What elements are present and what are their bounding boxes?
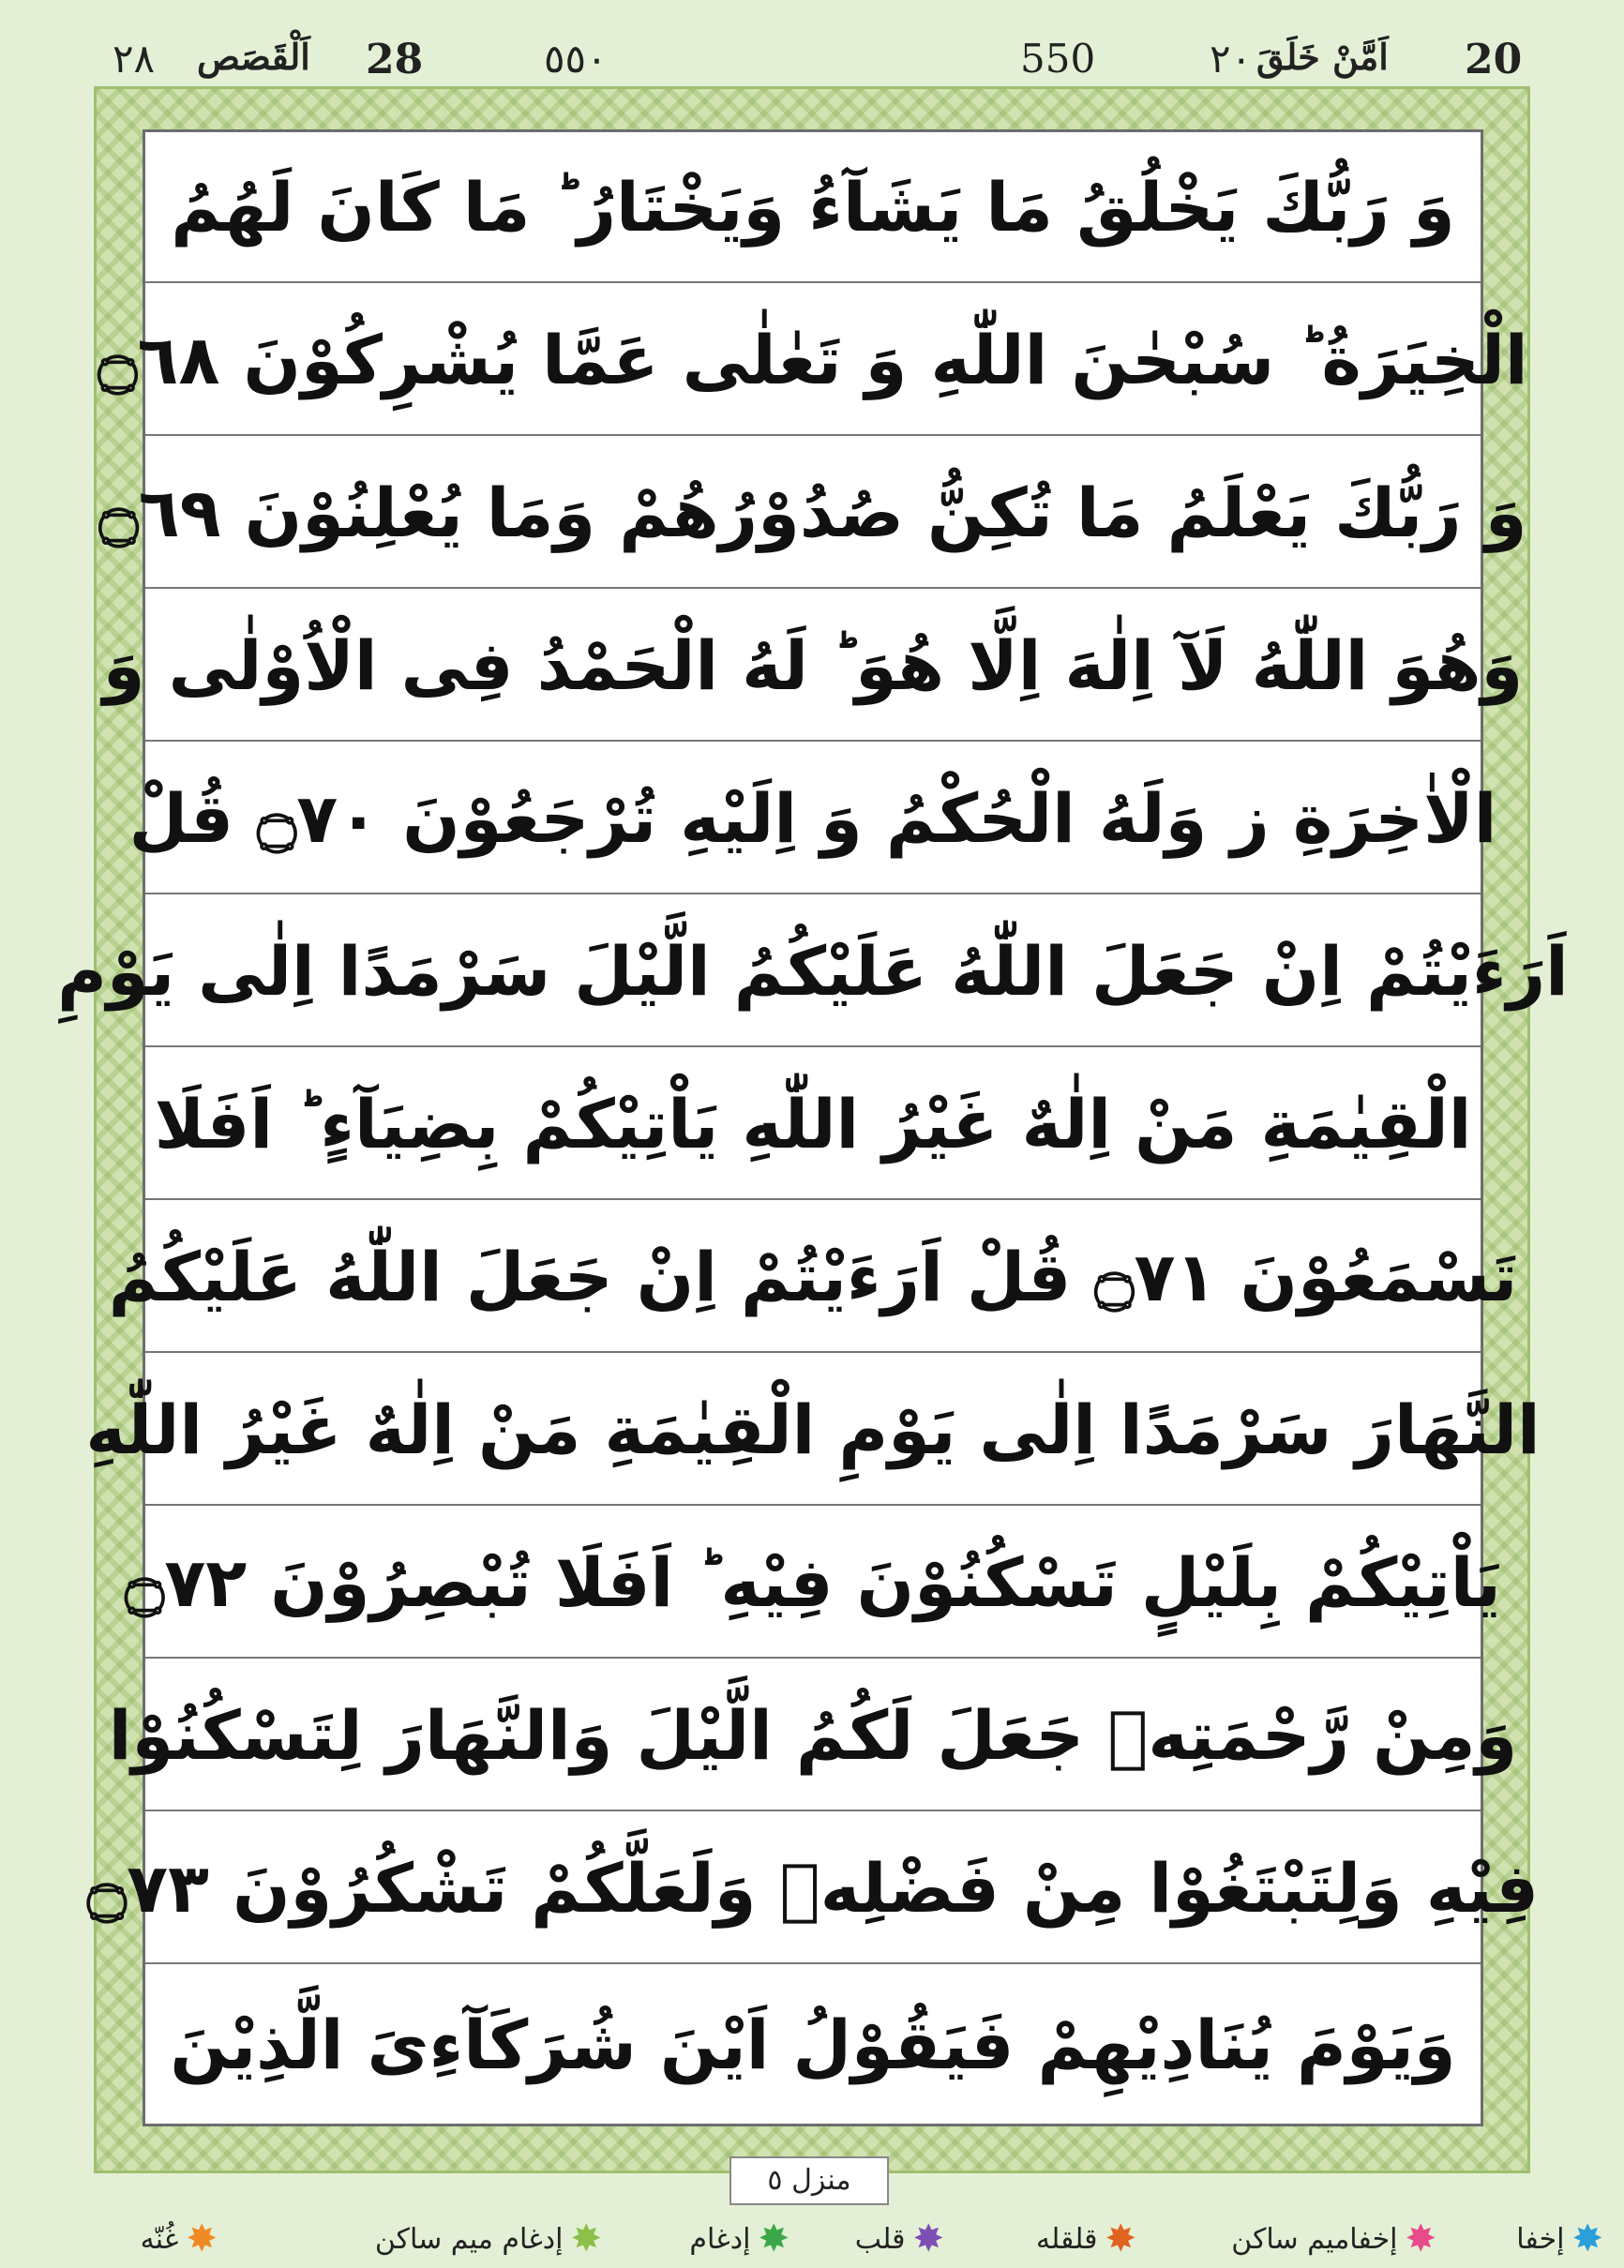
quran-line-5: الْاٰخِرَةِ ز وَلَهُ الْحُكْمُ وَ اِلَيْهِ تُرْجَعُوْنَ ۝٧٠ قُلْ: [145, 743, 1481, 894]
legend-label: إدغام: [689, 2222, 751, 2256]
quran-line-13: وَيَوْمَ يُنَادِيْهِمْ فَيَقُوْلُ اَيْنَ شُرَكَآءِىَ الَّذِيْنَ: [170, 2005, 1456, 2084]
quran-line-3: وَ رَبُّكَ يَعْلَمُ مَا تُكِنُّ صُدُوْرُهُمْ وَمَا يُعْلِنُوْنَ ۝٦٩: [145, 438, 1481, 589]
quran-line-2: الْخِيَرَةُ ؕ سُبْحٰنَ اللّٰهِ وَ تَعٰلٰى عَمَّا يُشْرِكُوْنَ ۝٦٨: [145, 285, 1481, 436]
legend-item-qalb: [854, 2217, 944, 2260]
legend-label: إخفا: [1516, 2222, 1565, 2256]
tajweed-legend: [0, 2215, 1624, 2268]
quran-line-9: النَّهَارَ سَرْمَدًا اِلٰى يَوْمِ الْقِيٰمَةِ مَنْ اِلٰهٌ غَيْرُ اللّٰهِ: [145, 1355, 1481, 1506]
legend-star-icon: ✸: [1571, 2217, 1603, 2260]
legend-label: قلب: [854, 2222, 906, 2256]
legend-item-idgham: [689, 2217, 789, 2260]
legend-label: إدغام ميم ساكن: [374, 2222, 564, 2256]
legend-star-icon: ✸: [912, 2217, 944, 2260]
manzil-label: منزل ٥: [729, 2156, 889, 2205]
quran-text-panel: [57, 129, 1569, 2126]
legend-star-icon: ✸: [1405, 2217, 1436, 2260]
quran-line-4: وَهُوَ اللّٰهُ لَآ اِلٰهَ اِلَّا هُوَ ؕ لَهُ الْحَمْدُ فِى الْاُوْلٰى وَ: [145, 591, 1481, 742]
legend-label: إخفاميم ساكن: [1231, 2222, 1398, 2256]
legend-item-idgham-meem-sakin: [374, 2217, 602, 2260]
page-number: 550: [1020, 36, 1096, 82]
page-number-arabic: ٥٥٠: [544, 36, 608, 82]
juz-number: 20: [1465, 36, 1523, 83]
surah-number: 28: [366, 36, 424, 83]
legend-star-icon: ✸: [758, 2217, 789, 2260]
surah-name: اَلْقَصَص: [197, 36, 310, 78]
quran-line-6: اَرَءَيْتُمْ اِنْ جَعَلَ اللّٰهُ عَلَيْكُمُ الَّيْلَ سَرْمَدًا اِلٰى يَوْمِ: [145, 896, 1481, 1047]
quran-line-1: وَ رَبُّكَ يَخْلُقُ مَا يَشَآءُ وَيَخْتَارُ ؕ مَا كَانَ لَهُمُ: [145, 132, 1481, 283]
legend-item-qalqala: [1036, 2217, 1136, 2260]
surah-number-arabic: ٢٨: [113, 36, 156, 82]
quran-line-10: يَاْتِيْكُمْ بِلَيْلٍ تَسْكُنُوْنَ فِيْهِ ؕ اَفَلَا تُبْصِرُوْنَ ۝٧٢: [145, 1508, 1481, 1659]
legend-label: غُنّه: [140, 2222, 179, 2256]
legend-item-ghunna: [140, 2217, 218, 2260]
legend-label: قلقله: [1036, 2222, 1098, 2256]
legend-star-icon: ✸: [570, 2217, 602, 2260]
quran-line-11: وَمِنْ رَّحْمَتِهٖ جَعَلَ لَكُمُ الَّيْلَ وَالنَّهَارَ لِتَسْكُنُوْا: [145, 1660, 1481, 1811]
legend-item-ikhfa: [1516, 2217, 1603, 2260]
legend-star-icon: ✸: [186, 2217, 218, 2260]
quran-line-12: فِيْهِ وَلِتَبْتَغُوْا مِنْ فَضْلِهٖ وَلَعَلَّكُمْ تَشْكُرُوْنَ ۝٧٣: [145, 1813, 1481, 1964]
juz-number-arabic: ٢٠: [1210, 36, 1253, 82]
juz-name: اَمَّنْ خَلَقَ: [1256, 36, 1389, 78]
quran-line-7: الْقِيٰمَةِ مَنْ اِلٰهٌ غَيْرُ اللّٰهِ يَاْتِيْكُمْ بِضِيَآءٍ ؕ اَفَلَا: [145, 1049, 1481, 1200]
legend-item-ikhfa-meem-sakin: [1231, 2217, 1436, 2260]
legend-star-icon: ✸: [1105, 2217, 1136, 2260]
quran-line-8: تَسْمَعُوْنَ ۝٧١ قُلْ اَرَءَيْتُمْ اِنْ جَعَلَ اللّٰهُ عَلَيْكُمُ: [145, 1202, 1481, 1353]
